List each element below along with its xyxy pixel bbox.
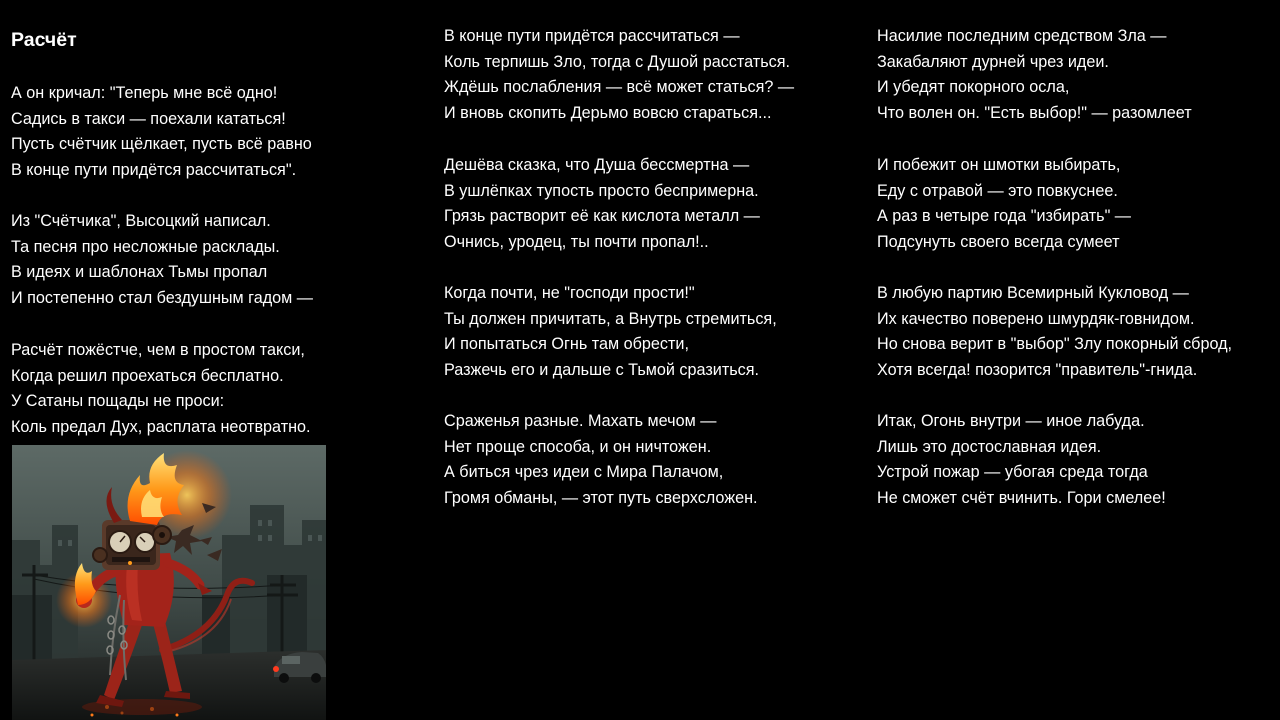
poem-line: Насилие последним средством Зла — bbox=[877, 27, 1167, 45]
stanza bbox=[444, 153, 760, 256]
stanza bbox=[11, 338, 311, 441]
stanza bbox=[877, 24, 1192, 127]
poem-line: Нет проще способа, и он ничтожен. bbox=[444, 437, 712, 456]
stanza bbox=[877, 409, 1166, 512]
stanza bbox=[444, 281, 777, 384]
poem-line: Устрой пожар — убогая среда тогда bbox=[877, 463, 1148, 482]
poem-line: И побежит он шмотки выбирать, bbox=[877, 156, 1121, 174]
poem-line: Лишь это достославная идея. bbox=[877, 437, 1102, 456]
poem-line: Сраженья разные. Махать мечом — bbox=[444, 412, 717, 430]
poem-line: Когда решил проехаться бесплатно. bbox=[11, 366, 284, 385]
stanza bbox=[11, 209, 313, 312]
poem-line: Когда почти, не "господи прости!" bbox=[444, 284, 695, 302]
stanza bbox=[11, 81, 312, 184]
poem-line: Из "Счётчика", Высоцкий написал. bbox=[11, 212, 271, 230]
poem-line: Дешёва сказка, что Душа бессмертна — bbox=[444, 156, 750, 174]
poem-line: Пусть счётчик щёлкает, пусть всё равно bbox=[11, 135, 312, 154]
poem-line: Закабаляют дурней чрез идеи. bbox=[877, 52, 1109, 71]
poem-line: В конце пути придётся рассчитаться — bbox=[444, 27, 740, 45]
poem-line: Садись в такси — поехали кататься! bbox=[11, 109, 286, 128]
poem-line: Хотя всегда! позорится "правитель"-гнида. bbox=[877, 361, 1198, 380]
poem-line: И вновь скопить Дерьмо вовсю стараться... bbox=[444, 104, 772, 123]
poem-line: В идеях и шаблонах Тьмы пропал bbox=[11, 263, 268, 282]
poem-line: Что волен он. "Есть выбор!" — разомлеет bbox=[877, 104, 1192, 123]
poem-line: А он кричал: "Теперь мне всё одно! bbox=[11, 84, 278, 102]
poem-line: Разжечь его и дальше с Тьмой сразиться. bbox=[444, 361, 760, 380]
poem-line: У Сатаны пощады не проси: bbox=[11, 392, 225, 411]
poem-line: Та песня про несложные расклады. bbox=[11, 237, 280, 256]
poem-title: Расчёт bbox=[11, 29, 77, 51]
poem-line: А раз в четыре года "избирать" — bbox=[877, 207, 1131, 226]
poem-line: Очнись, уродец, ты почти пропал!.. bbox=[444, 233, 709, 252]
poem-line: Итак, Огонь внутри — иное лабуда. bbox=[877, 412, 1145, 430]
fire-demon-illustration bbox=[12, 445, 326, 720]
poem-line: В конце пути придётся рассчитаться". bbox=[11, 161, 297, 180]
stanza bbox=[877, 281, 1232, 384]
poem-line: Коль предал Дух, расплата неотвратно. bbox=[11, 418, 311, 437]
stanza bbox=[444, 409, 758, 512]
poem-line: Их качество поверено шмурдяк-говнидом. bbox=[877, 309, 1195, 328]
poem-line: Грязь растворит её как кислота металл — bbox=[444, 207, 760, 226]
poem-line: В ушлёпках тупость просто беспримерна. bbox=[444, 181, 759, 200]
poem-line: В любую партию Всемирный Кукловод — bbox=[877, 284, 1189, 302]
poem-line: И попытаться Огнь там обрести, bbox=[444, 335, 689, 354]
stanza bbox=[877, 153, 1131, 256]
poem-line: Не сможет счёт вчинить. Гори смелее! bbox=[877, 489, 1166, 508]
poem-line: Еду с отравой — это повкуснее. bbox=[877, 181, 1118, 200]
poem-line: И убедят покорного осла, bbox=[877, 78, 1070, 97]
poem-line: Ты должен причитать, а Внутрь стремиться, bbox=[444, 309, 777, 328]
poem-line: Громя обманы, — этот путь сверхсложен. bbox=[444, 489, 758, 508]
poem-line: Но снова верит в "выбор" Злу покорный сброд, bbox=[877, 335, 1233, 354]
poem-line: Коль терпишь Зло, тогда с Душой расстаться. bbox=[444, 52, 790, 71]
poem-line: А биться чрез идеи с Мира Палачом, bbox=[444, 463, 724, 482]
poem-line: И постепенно стал бездушным гадом — bbox=[11, 289, 313, 308]
stanza bbox=[444, 24, 794, 127]
poem-line: Расчёт пожёстче, чем в простом такси, bbox=[11, 341, 305, 359]
poem-line: Ждёшь послабления — всё может статься? — bbox=[444, 78, 795, 97]
poem-line: Подсунуть своего всегда сумеет bbox=[877, 233, 1120, 252]
